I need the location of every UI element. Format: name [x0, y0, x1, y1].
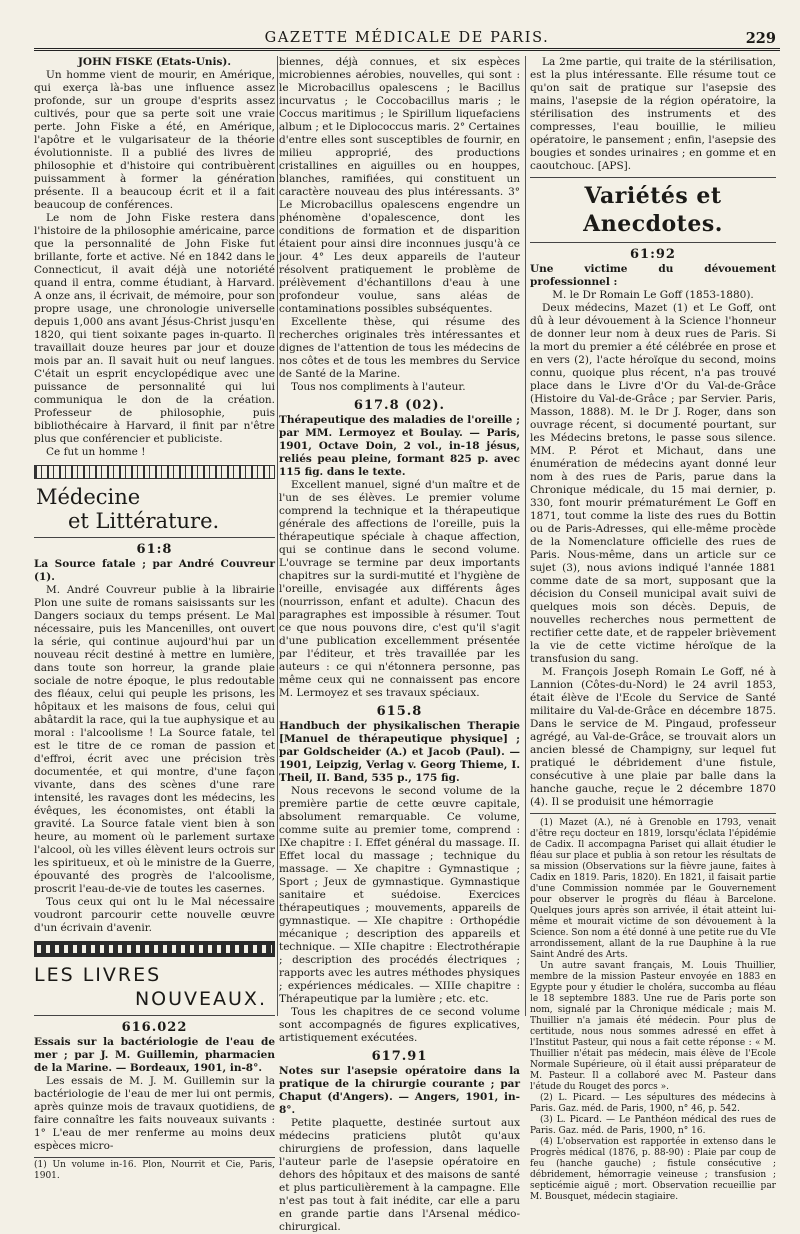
- footnote: (1) Un volume in-16. Plon, Nourrit et Cie, Paris, 1901.: [34, 1157, 275, 1182]
- paragraph: La 2me partie, qui traite de la stérilisation, est la plus intéressante. Elle résume tout ce qu'on sait de pratique sur l'asepsie des mains, l'asepsie de la région opératoire, la stérilisation des instruments et des compresses, l'eau bouillie, le milieu opératoire, le pansement ; enfin, l'asepsie des bougies et sondes urinaires ; en gomme et en caoutchouc. [APS].: [530, 56, 776, 172]
- column-1: [34, 56, 275, 1181]
- divider: [530, 177, 776, 178]
- footnote: (2) L. Picard. — Les sépultures des médecins à Paris. Gaz. méd. de Paris, 1900, n° 46, p. 542.: [530, 1093, 776, 1114]
- item-heading: Une victime du dévouement professionnel :: [530, 263, 776, 288]
- classification-number: 617.91: [371, 1049, 428, 1064]
- item-heading: Notes sur l'asepsie opératoire dans la pratique de la chirurgie courante ; par Chaput (d'Angers). — Angers, 1901, in-8°.: [279, 1065, 520, 1116]
- section-title-livres: [34, 963, 275, 1011]
- paragraph: biennes, déjà connues, et six espèces microbiennes aérobies, nouvelles, qui sont : le Microbacillus opalescens ; le Bacillus incurvatus ; le Coccobacillus maris ; le Coccus maritimus ; le Spirillum liquefaciens album ; et le Diplococcus maris. 2° Certaines d'entre elles sont susceptibles de fournir, en milieu approprié, des productions cristallines en aiguilles ou en houppes, blanches, ramifiées, qui constituent un caractère nouveau des plus intéressants. 3° Le Microbacillus opalescens engendre un phénomène d'opalescence, dont les conditions de formation et de disparition étaient pour ainsi dire inconnues jusqu'à ce jour. 4° Les deux appareils de l'auteur résolvent pratiquement le problème de prélèvement d'échantillons d'eau à une profondeur voulue, sans aléas de contaminations possibles subséquentes.: [279, 56, 520, 315]
- item-heading: Essais sur la bactériologie de l'eau de mer ; par J. M. Guillemin, pharmacien de la Marine. — Bordeaux, 1901, in-8°.: [34, 1036, 275, 1074]
- paragraph: M. André Couvreur publie à la librairie Plon une suite de romans saisissants sur les Dangers sociaux du temps présent. Le Mal nécessaire, puis les Mancenilles, ont ouvert la série, qui continue aujourd'hui par un nouveau récit destiné à mettre en lumière, dans toute son horreur, la grande plaie sociale de notre époque, le plus redoutable des fléaux, celui qui peuple les prisons, les hôpitaux et les maisons de fous, celui qui abâtardit la race, qui la tue auphysique et au moral : l'alcoolisme ! La Source fatale, tel est le titre de ce roman de passion et d'effroi, écrit avec une précision très documentée, et qui montre, d'une façon vivante, dans des scènes d'une rare intensité, les ravages dont les médecins, les évêques, les économistes, ont établi la gravité. La Source fatale vient bien à son heure, au moment où le parlement surtaxe l'alcool, où les villes élèvent leurs octrois sur les spiritueux, et où le ministre de la Guerre, épouvanté des progrès de l'alcoolisme, proscrit l'eau-de-vie de toutes les casernes.: [34, 584, 275, 895]
- section-title-varietes: Variétés et Anecdotes.: [583, 183, 723, 237]
- item-heading: La Source fatale ; par André Couvreur (1).: [34, 558, 275, 583]
- item-heading: Thérapeutique des maladies de l'oreille ; par MM. Lermoyez et Boulay. — Paris, 1901, Octave Doin, 2 vol., in-18 jésus, reliés peau pleine, formant 825 p. avec 115 fig. dans le texte.: [279, 414, 520, 478]
- divider: [34, 537, 275, 538]
- paragraph: Tous les chapitres de ce second volume sont accompagnés de figures explicatives, artistiquement exécutées.: [279, 1006, 520, 1044]
- section-title-line: NOUVEAUX.: [134, 988, 267, 1010]
- footnote: (3) L. Picard. — Le Panthéon médical des rues de Paris. Gaz. méd. de Paris, 1900, n° 16.: [530, 1115, 776, 1136]
- paragraph: Les essais de M. J. M. Guillemin sur la bactériologie de l'eau de mer lui ont permis, après quinze mois de travaux quotidiens, de faire connaître les faits nouveaux suivants : 1° L'eau de mer renferme au moins deux espèces micro-: [34, 1075, 275, 1152]
- divider: [530, 813, 776, 814]
- footnote: (1) Mazet (A.), né à Grenoble en 1793, venait d'être reçu docteur en 1819, lorsqu'éclata l'épidémie de Cadix. Il accompagna Pariset qui allait étudier le fléau sur place et publia à son retour les résultats de sa mission (Observations sur la fièvre jaune, faites à Cadix en 1819. Paris, 1820). En 1821, il faisait partie d'une Commission nommée par le Gouvernement pour observer le progrès du fléau à Barcelone. Quelques jours après son arrivée, il était atteint lui-même et mourait victime de son dévouement à la Science. Son nom a été donné à une petite rue du VIe arrondissement, allant de la rue Dauphine à la rue Saint André des Arts.: [530, 818, 776, 960]
- paragraph: Un homme vient de mourir, en Amérique, qui exerça là-bas une influence assez profonde, sur un groupe d'esprits assez cultivés, pour que sa perte soit une vraie perte. John Fiske a été, en Amérique, l'apôtre et le vulgarisateur de la théorie évolutionniste. Il a publié des livres de philosophie et d'histoire qui contribuèrent puissamment à former la génération présente. Il a beaucoup écrit et il a fait beaucoup de conférences.: [34, 69, 275, 211]
- paragraph: M. François Joseph Romain Le Goff, né à Lannion (Côtes-du-Nord) le 24 avril 1853, était élève de l'Ecole du Service de Santé militaire du Val-de-Grâce en décembre 1875. Dans le service de M. Pingaud, professeur agrégé, au Val-de-Grâce, se trouvait alors un ancien blessé de Champigny, sur lequel fut pratiqué le débridement d'une fistule, consécutive à une plaie par balle dans la hanche gauche, reçue le 2 décembre 1870 (4). Il se produisit une hémorragie: [530, 666, 776, 808]
- section-title-line: et Littérature.: [68, 509, 220, 533]
- column-3: [530, 56, 776, 1202]
- paragraph: Deux médecins, Mazet (1) et Le Goff, ont dû à leur dévouement à la Science l'honneur de donner leur nom à deux rues de Paris. Si la mort du premier a été célébrée en prose et en vers (2), l'acte héroïque du second, moins connu, quoique plus récent, n'a pas trouvé place dans le Livre d'Or du Val-de-Grâce (Histoire du Val-de-Grâce ; par Servier. Paris, Masson, 1888). M. le Dr J. Roger, dans son ouvrage récent, si documenté pourtant, sur les Médecins bretons, le passe sous silence. MM. P. Pérot et Michaut, dans une énumération de médecins ayant donné leur nom à des rues de Paris, parue dans la Chronique médicale, du 15 mai dernier, p. 330, font mourir prématurément Le Goff en 1871, tout comme la liste des rues du Bottin ou de Paris-Adresses, qui elle-même procède de la Nomenclature officielle des rues de Paris. Nous-même, dans un article sur ce sujet (3), nous avions indiqué l'année 1881 comme date de sa mort, supposant que la décision du Conseil municipal avait suivi de quelques mois son décès. Depuis, de nouvelles recherches nous permettent de rectifier cette date, et de rappeler brièvement la vie de cette victime héroïque de la transfusion du sang.: [530, 302, 776, 665]
- paragraph: Nous recevons le second volume de la première partie de cette œuvre capitale, absolument remarquable. Ce volume, comme suite au premier tome, comprend : IXe chapitre : I. Effet général du massage. II. Effet local du massage ; technique du massage. — Xe chapitre : Gymnastique ; Sport ; Jeux de gymnastique. Gymnastique sanitaire et suédoise. Exercices thérapeutiques ; mouvements, appareils de gymnastique. — XIe chapitre : Orthopédie mécanique ; description des appareils et technique. — XIIe chapitre : Electrothérapie ; description des procédés électriques ; rapports avec les autres méthodes physiques ; expériences médicales. — XIIIe chapitre : Thérapeutique par la lumière ; etc. etc.: [279, 785, 520, 1005]
- item-heading: Handbuch der physikalischen Therapie [Manuel de thérapeutique physique] ; par Goldscheider (A.) et Jacob (Paul). — 1901, Leipzig, Verlag v. Georg Thieme, I. Theil, II. Band, 535 p., 175 fig.: [279, 720, 520, 784]
- classification-number: 61:92: [630, 247, 676, 262]
- column-divider: [525, 56, 526, 1016]
- column-2: [279, 56, 520, 1233]
- item-subheading: M. le Dr Romain Le Goff (1853-1880).: [552, 289, 754, 301]
- paragraph: Tous nos compliments à l'auteur.: [291, 381, 466, 393]
- paragraph: Excellent manuel, signé d'un maître et de l'un de ses élèves. Le premier volume comprend la technique et la thérapeutique générale des affections de l'oreille, puis la thérapeutique spéciale à chaque affection, qui se continue dans le second volume. L'ouvrage se termine par deux importants chapitres sur la surdi-mutité et l'hygiène de l'oreille, envisagée aux différents âges (nourrisson, enfant et adulte). Chacun des paragraphes est impossible à résumer. Tout ce que nous pouvons dire, c'est qu'il s'agit d'une publication excellemment présentée par l'éditeur, et très travaillée par les auteurs : ce qui n'étonnera personne, pas même ceux qui ne connaissent pas encore M. Lermoyez et ses travaux spéciaux.: [279, 479, 520, 699]
- footnotes: [530, 818, 776, 1203]
- header-rule: [34, 48, 780, 51]
- page-header: [34, 30, 780, 50]
- section-title-line: LES LIVRES: [34, 964, 162, 986]
- paragraph: Excellente thèse, qui résume des recherches originales très intéressantes et dignes de l'attention de tous les médecins de nos côtes et de tous les membres du Service de Santé de la Marine.: [279, 316, 520, 380]
- classification-number: 617.8 (02).: [353, 398, 446, 413]
- section-heading-fiske: JOHN FISKE (Etats-Unis).: [77, 56, 232, 68]
- paragraph: Petite plaquette, destinée surtout aux médecins praticiens plutôt qu'aux chirurgiens de profession, dans laquelle l'auteur parle de l'asepsie opératoire en dehors des hôpitaux et des maisons de santé et plus particulièrement à la campagne. Elle n'est pas tout à fait inédite, car elle a paru en grande partie dans l'Arsenal médico-chirurgical.: [279, 1117, 520, 1233]
- paragraph: Tous ceux qui ont lu le Mal nécessaire voudront parcourir cette nouvelle œuvre d'un écrivain d'avenir.: [34, 896, 275, 934]
- column-divider: [277, 56, 278, 1016]
- section-title-line: Médecine: [36, 485, 141, 509]
- journal-title: GAZETTE MÉDICALE DE PARIS.: [264, 30, 550, 46]
- ornamental-border: [34, 941, 275, 957]
- page-number: 229: [745, 30, 776, 47]
- classification-number: 615.8: [376, 704, 423, 719]
- footnote: Un autre savant français, M. Louis Thuillier, membre de la mission Pasteur envoyée en 1883 en Egypte pour y étudier le choléra, succomba au fléau le 18 septembre 1883. Une rue de Paris porte son nom, signalé par la Chronique médicale ; mais M. Thuillier n'a jamais été médecin. Pour plus de certitude, nous nous sommes adressé en effet à l'Institut Pasteur, qui nous a fait cette réponse : « M. Thuillier n'était pas médecin, mais élève de l'Ecole Normale Supérieure, où il était aussi préparateur de M. Pasteur. Il a collaboré avec M. Pasteur dans l'étude du Rouget des porcs ».: [530, 961, 776, 1092]
- classification-number: 616.022: [121, 1020, 188, 1035]
- divider: [530, 242, 776, 243]
- paragraph: Ce fut un homme !: [46, 446, 146, 458]
- ornamental-border: [34, 465, 275, 479]
- paragraph: Le nom de John Fiske restera dans l'histoire de la philosophie américaine, parce que la personnalité de John Fiske fut brillante, forte et active. Né en 1842 dans le Connecticut, il avait déjà une notoriété quand il entra, comme étudiant, à Harvard. A onze ans, il écrivait, de mémoire, pour son propre usage, une chronologie universelle depuis 1,000 ans avant Jésus-Christ jusqu'en 1820, qui tient soixante pages in-quarto. Il travaillait douze heures par jour et douze mois par an. Il savait huit ou neuf langues. C'était un esprit encyclopédique avec une puissance de personnalité qui lui communiqua le don de la création. Professeur de philosophie, puis bibliothécaire à Harvard, il finit par n'être plus que conférencier et publiciste.: [34, 212, 275, 445]
- footnote: (4) L'observation est rapportée in extenso dans le Progrès médical (1876, p. 88-90) : Plaie par coup de feu (hanche gauche) ; fistule consécutive ; débridement, hémorragie veineuse ; transfusion ; septicémie aiguë ; mort. Observation recueillie par M. Bousquet, médecin stagiaire.: [530, 1137, 776, 1202]
- section-title-medecine: [34, 485, 275, 533]
- divider: [34, 1015, 275, 1016]
- classification-number: 61:8: [136, 542, 173, 557]
